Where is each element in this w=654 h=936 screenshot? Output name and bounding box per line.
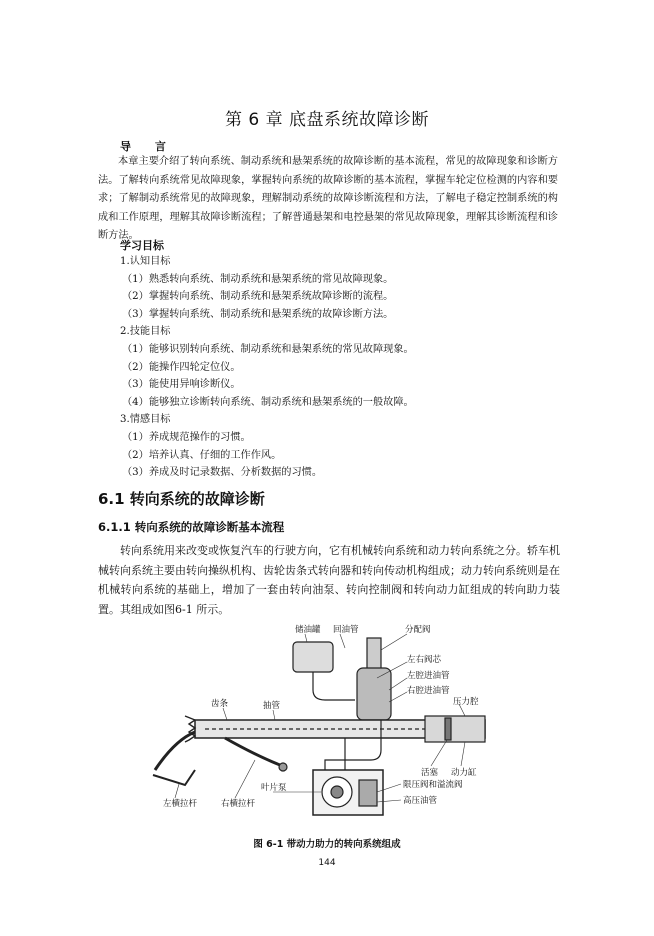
goal-item: （2）培养认真、仔细的工作作风。 xyxy=(122,449,282,461)
label-left-inlet: 左腔进油管 xyxy=(407,671,450,681)
goal-item: （3）能使用异响诊断仪。 xyxy=(122,379,241,391)
goal-group-title: 3.情感目标 xyxy=(120,414,171,426)
steering-system-figure xyxy=(145,620,515,830)
body-paragraph: 转向系统用来改变或恢复汽车的行驶方向，它有机械转向系统和动力转向系统之分。轿车机械转向系统主要由转向操纵机构、齿轮齿条式转向器和转向传动机构组成；动力转向系统则是在机械转向系统的基础上，增加了一套由转向油泵、转向控制阀和转向动力缸组成的转向助力装置。其组成如图6-1 所示。 xyxy=(98,544,560,616)
chapter-title: 第 6 章 底盘系统故障诊断 xyxy=(224,110,430,130)
goal-group-title: 1.认知目标 xyxy=(120,256,171,267)
label-power-cylinder: 动力缸 xyxy=(451,768,477,778)
label-return-pipe: 回油管 xyxy=(333,625,359,635)
page-number: 144 xyxy=(318,858,336,868)
power-cylinder-shape xyxy=(425,716,485,742)
label-left-tie-rod: 左横拉杆 xyxy=(163,799,198,809)
left-knuckle xyxy=(153,770,195,785)
piston-shape xyxy=(445,718,451,740)
learning-goals-list xyxy=(120,253,414,482)
label-distributor-valve: 分配阀 xyxy=(405,625,431,635)
label-vane-pump: 叶片泵 xyxy=(261,783,287,793)
tie-rod-end xyxy=(279,763,287,771)
goal-item: （2）掌握转向系统、制动系统和悬架系统故障诊断的流程。 xyxy=(122,291,394,303)
label-suction-pipe: 抽管 xyxy=(263,701,281,711)
figure-caption: 图 6-1 带动力助力的转向系统组成 xyxy=(253,839,401,850)
relief-valve-shape xyxy=(359,780,377,806)
goal-group-title: 2.技能目标 xyxy=(120,326,171,338)
label-right-inlet: 右腔进油管 xyxy=(407,686,450,696)
valve-body xyxy=(357,668,391,720)
goal-item: （3）养成及时记录数据、分析数据的习惯。 xyxy=(122,467,323,479)
label-right-tie-rod: 右横拉杆 xyxy=(221,799,256,809)
intro-heading: 导 言 xyxy=(120,140,176,153)
learning-goals-heading: 学习目标 xyxy=(120,239,164,252)
label-piston: 活塞 xyxy=(421,768,439,778)
steering-system-diagram xyxy=(145,620,515,830)
label-high-pressure-pipe: 高压油管 xyxy=(403,796,438,806)
left-tie-rod-shape xyxy=(155,732,195,770)
goal-item: （1）能够识别转向系统、制动系统和悬架系统的常见故障现象。 xyxy=(122,343,414,355)
label-rack: 齿条 xyxy=(211,699,229,709)
pump-rotor xyxy=(331,786,343,798)
label-relief-valve: 限压阀和溢流阀 xyxy=(403,780,463,790)
goal-item: （1）熟悉转向系统、制动系统和悬架系统的常见故障现象。 xyxy=(122,273,394,285)
label-pressure-chamber: 压力腔 xyxy=(453,697,479,707)
reservoir-shape xyxy=(293,642,333,672)
label-reservoir: 储油罐 xyxy=(295,625,321,635)
intro-paragraph: 本章主要介绍了转向系统、制动系统和悬架系统的故障诊断的基本流程，常见的故障现象和诊断方法。了解转向系统常见故障现象，掌握转向系统的故障诊断的基本流程，掌握车轮定位检测的内容和要求；了解制动系统常见的故障现象，理解制动系统的故障诊断流程和方法，了解电子稳定控制系统的构成和工作原理，理解其故障诊断流程；了解普通悬架和电控悬架的常见故障现象，理解其诊断流程和诊断方法。 xyxy=(98,156,558,242)
goal-item: （4）能够独立诊断转向系统、制动系统和悬架系统的一般故障。 xyxy=(122,396,414,408)
label-lr-spool: 左右阀芯 xyxy=(407,655,442,665)
goal-item: （2）能操作四轮定位仪。 xyxy=(122,361,241,373)
right-tie-rod-shape xyxy=(225,738,280,765)
return-line xyxy=(313,672,355,700)
subsection-title: 6.1.1 转向系统的故障诊断基本流程 xyxy=(98,520,285,534)
goal-item: （3）掌握转向系统、制动系统和悬架系统的故障诊断方法。 xyxy=(122,308,394,320)
section-title: 6.1 转向系统的故障诊断 xyxy=(98,490,265,508)
goal-item: （1）养成规范操作的习惯。 xyxy=(122,431,251,443)
